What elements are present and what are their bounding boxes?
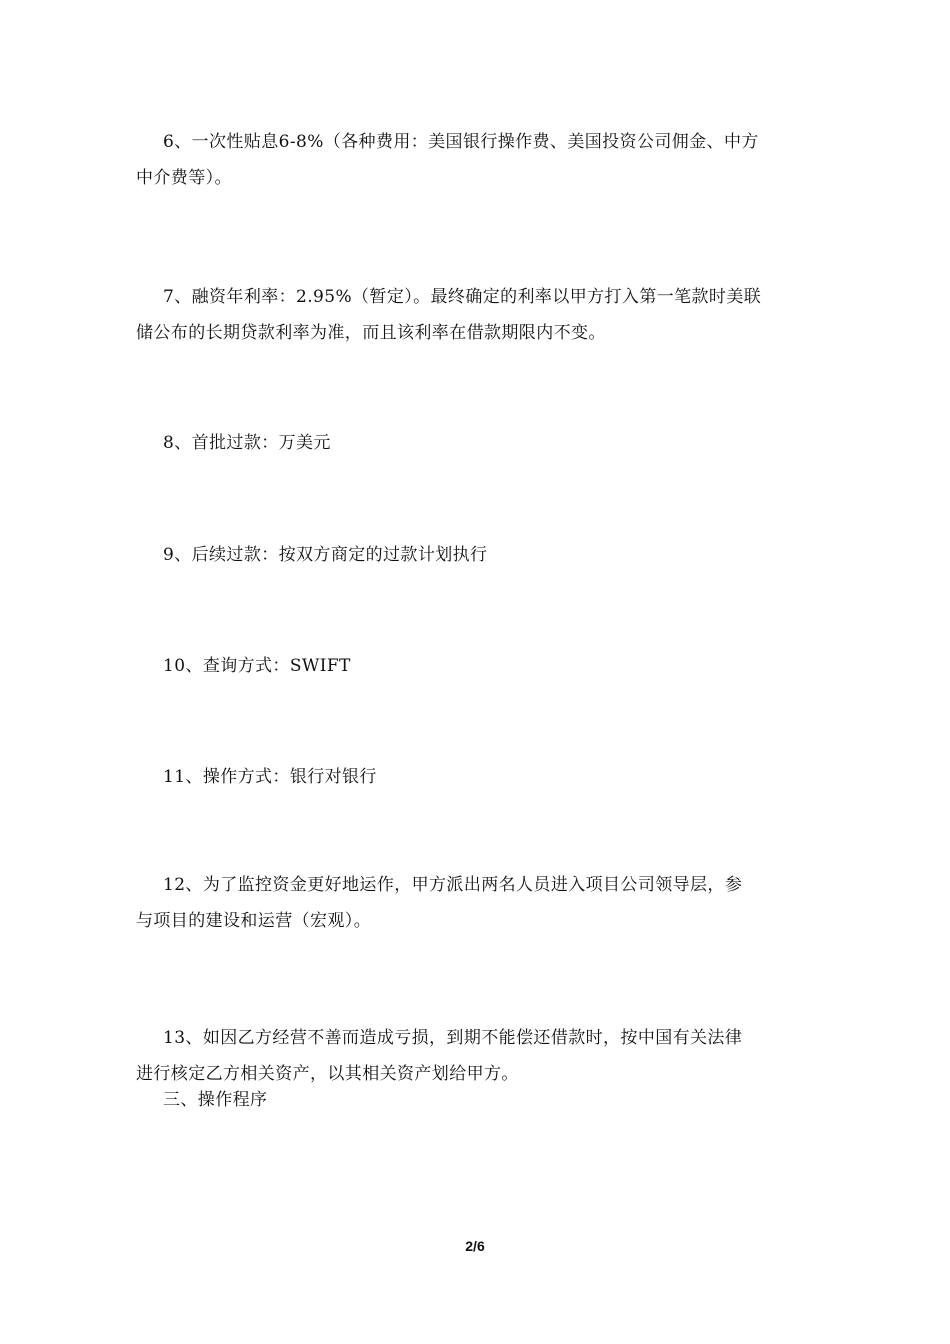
- paragraph-item-12: [136, 867, 816, 939]
- paragraph-item-8: [136, 425, 816, 461]
- paragraph-line: 13、如因乙方经营不善而造成亏损，到期不能偿还借款时，按中国有关法律: [163, 1028, 743, 1048]
- paragraph-line: 8、首批过款：万美元: [163, 433, 331, 453]
- paragraph-line: 7、融资年利率：2.95%（暂定）。最终确定的利率以甲方打入第一笔款时美联: [163, 287, 762, 307]
- paragraph-item-11: [136, 759, 816, 795]
- paragraph-line: 与项目的建设和运营（宏观）。: [136, 911, 372, 931]
- paragraph-line: 10、查询方式：SWIFT: [163, 656, 351, 676]
- section-heading: 三、操作程序: [163, 1090, 268, 1110]
- paragraph-item-13: [136, 1020, 816, 1118]
- paragraph-item-10: [136, 648, 816, 684]
- paragraph-item-7: [136, 279, 816, 351]
- paragraph-line: 中介费等）。: [136, 168, 232, 188]
- page-number: 2/6: [465, 1238, 485, 1254]
- paragraph-line: 储公布的长期贷款利率为准，而且该利率在借款期限内不变。: [136, 323, 606, 343]
- paragraph-line: 进行核定乙方相关资产，以其相关资产划给甲方。: [136, 1064, 519, 1084]
- paragraph-line: 11、操作方式：银行对银行: [163, 767, 377, 787]
- paragraph-item-9: [136, 537, 816, 573]
- paragraph-line: 12、为了监控资金更好地运作，甲方派出两名人员进入项目公司领导层，参: [163, 875, 743, 895]
- paragraph-line: 9、后续过款：按双方商定的过款计划执行: [163, 545, 488, 565]
- paragraph-item-6: [136, 124, 816, 196]
- paragraph-line: 6、一次性贴息6-8%（各种费用：美国银行操作费、美国投资公司佣金、中方: [163, 132, 759, 152]
